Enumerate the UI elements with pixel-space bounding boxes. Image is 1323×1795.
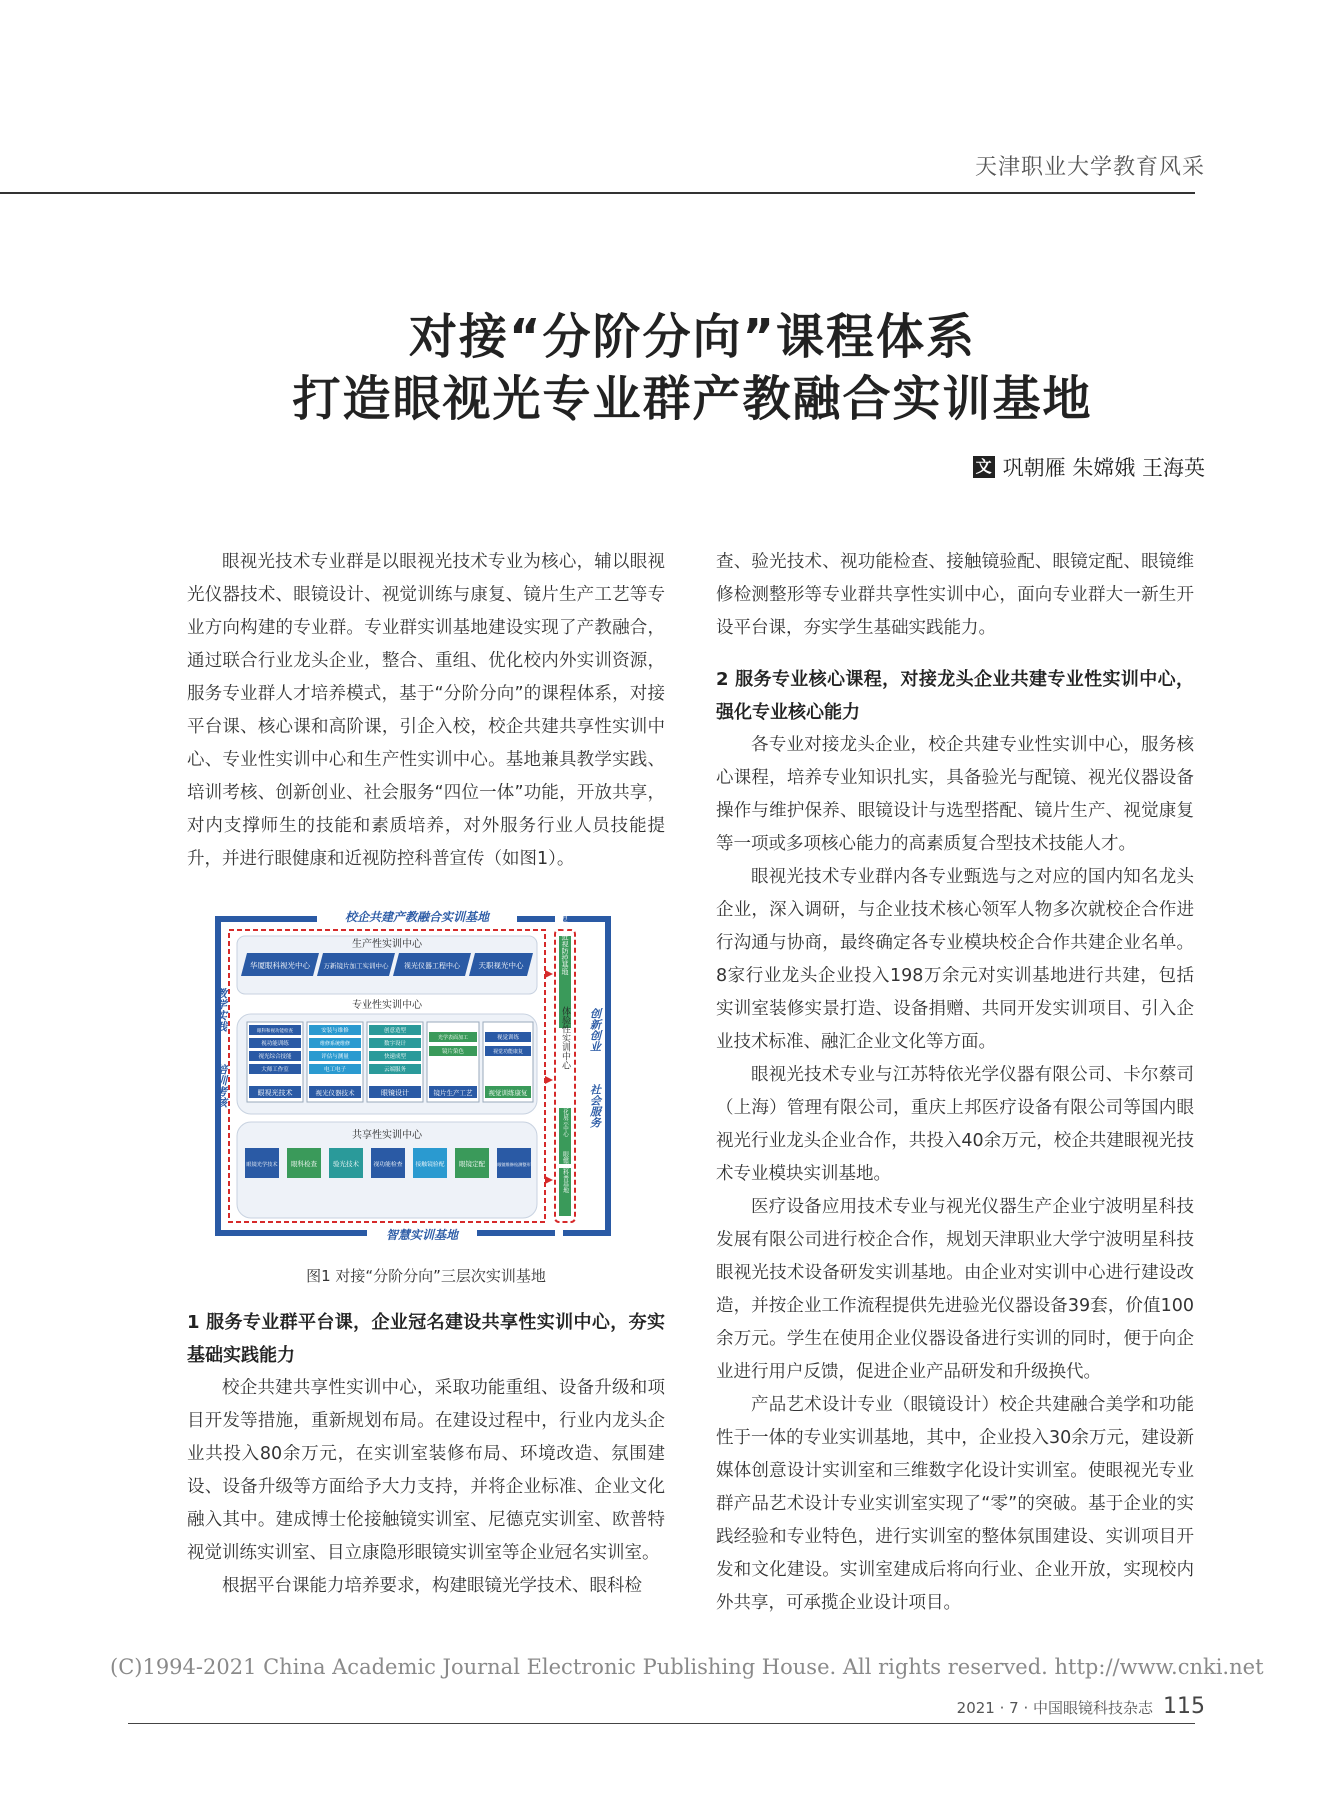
top-banner: 校企共建产教融合实训基地 — [344, 910, 490, 924]
group-3-item-4: 云端服务 — [383, 1067, 407, 1073]
group-2-item-1: 安装与维修 — [321, 1028, 349, 1034]
professional-group-4 — [427, 1022, 479, 1102]
professional-center-title: 专业性实训中心 — [352, 1000, 422, 1011]
arrow-right-icon — [545, 1176, 553, 1184]
shared-unit-6: 眼镜定配 — [459, 1160, 485, 1168]
group-2-item-3: 评估与测量 — [321, 1054, 349, 1060]
arrow-right-icon — [545, 970, 553, 978]
professional-group-3 — [367, 1022, 423, 1102]
title-line-1: 对接“分阶分向”课程体系 — [408, 309, 977, 365]
right-side-label-1: 创新创业 — [588, 1008, 602, 1052]
figure-diagram — [207, 908, 662, 1254]
authors-names: 巩朝雁 朱嫦娥 王海英 — [1002, 456, 1205, 480]
shared-center-title: 共享性实训中心 — [352, 1130, 422, 1141]
figure-1 — [207, 908, 662, 1254]
intro-paragraph: 眼视光技术专业群是以眼视光技术专业为核心，辅以眼视光仪器技术、眼镜设计、视觉训练与康复、镜片生产工艺等专业方向构建的专业群。专业群实训基地建设实现了产教融合，通过联合行业龙头企业，整合、重组、优化校内外实训资源，服务专业群人才培养模式，基于“分阶分向”的课程体系，对接平台课、核心课和高阶课，引企入校，校企共建共享性实训中心、专业性实训中心和生产性实训中心。基地兼具教学实践、培训考核、创新创业、社会服务“四位一体”功能，开放共享，对内支撑师生的技能和素质培养，对外服务行业人员技能提升，并进行眼健康和近视防控科普宣传（如图1）。 — [187, 552, 665, 869]
group-3-item-1: 创意造型 — [383, 1028, 407, 1034]
frame-bottom-right-bar — [563, 1230, 611, 1236]
production-unit-3: 视光仪器工程中心 — [404, 962, 460, 970]
author-badge-icon: 文 — [973, 456, 995, 478]
vertical-label-4: 眼健康科普基地 — [561, 1151, 569, 1193]
arrow-right-icon — [545, 1076, 553, 1084]
left-side-label-1: 教学实践 — [214, 988, 228, 1032]
section-2-paragraph-3: 眼视光技术专业与江苏特依光学仪器有限公司、卡尔蔡司（上海）管理有限公司，重庆上邦医疗设备有限公司等国内眼视光行业龙头企业合作，共投入40余万元，校企共建眼视光技术专业模块实训基地。 — [716, 1065, 1194, 1184]
group-2-item-2: 维修系统维修 — [319, 1041, 351, 1047]
professional-group-1 — [247, 1022, 303, 1102]
group-5-item-1: 视觉训练 — [496, 1035, 520, 1041]
shared-unit-3: 验光技术 — [333, 1160, 359, 1168]
professional-group-2 — [307, 1022, 363, 1102]
shared-units — [245, 1148, 532, 1178]
section-1-heading: 1 服务专业群平台课，企业冠名建设共享性实训中心，夯实基础实践能力 — [187, 1312, 665, 1366]
section-2-paragraph-4: 医疗设备应用技术专业与视光仪器生产企业宁波明星科技发展有限公司进行校企合作，规划天津职业大学宁波明星科技眼视光技术设备研发实训基地。由企业对实训中心进行建设改造，并按企业工作流程提供先进验光仪器设备39套，价值100余万元。学生在使用企业仪器设备进行实训的同时，便于向企业进行用户反馈，促进企业产品研发和升级换代。 — [716, 1197, 1194, 1382]
production-unit-2: 万新镜片加工实训中心 — [323, 962, 389, 970]
group-2-item-4: 电工电子 — [323, 1067, 347, 1073]
left-column — [187, 546, 665, 1603]
section-1-paragraph-2-cont: 查、验光技术、视功能检查、接触镜验配、眼镜定配、眼镜维修检测整形等专业群共享性实训中心，面向专业群大一新生开设平台课，夯实学生基础实践能力。 — [716, 552, 1194, 638]
group-4-label: 镜片生产工艺 — [433, 1089, 473, 1097]
section-2-paragraph-1: 各专业对接龙头企业，校企共建专业性实训中心，服务核心课程，培养专业知识扎实，具备验光与配镜、视光仪器设备操作与维护保养、眼镜设计与选型搭配、镜片生产、视觉康复等一项或多项核心能力的高素质复合型技术技能人才。 — [716, 735, 1194, 854]
vertical-label-1: 青少年近视防控基地 — [561, 912, 569, 976]
section-1-paragraph-1: 校企共建共享性实训中心，采取功能重组、设备升级和项目开发等措施，重新规划布局。在建设过程中，行业内龙头企业共投入80余万元，在实训室装修布局、环境改造、氛围建设、设备升级等方面给予大力支持，并将企业标准、企业文化融入其中。建成博士伦接触镜实训室、尼德克实训室、欧普特视觉训练实训室、目立康隐形眼镜实训室等企业冠名实训室。 — [187, 1378, 665, 1563]
section-2-paragraph-5: 产品艺术设计专业（眼镜设计）校企共建融合美学和功能性于一体的专业实训基地，其中，企业投入30余万元，建设新媒体创意设计实训室和三维数字化设计实训室。使眼视光专业群产品艺术设计专业实训室实现了“零”的突破。基于企业的实践经验和专业特色，进行实训室的整体氛围建设、实训项目开发和文化建设。实训室建成后将向行业、企业开放，实现校内外共享，可承揽企业设计项目。 — [716, 1395, 1194, 1613]
professional-group-5 — [483, 1022, 533, 1102]
right-side-label-2: 社会服务 — [588, 1084, 602, 1128]
group-3-label: 眼镜设计 — [381, 1089, 409, 1097]
footer-issue: 2021 · 7 · 中国眼镜科技杂志 — [956, 1699, 1153, 1717]
vertical-label-3: 眼视光文化展示中心 — [562, 1087, 568, 1137]
shared-unit-5: 接触镜验配 — [415, 1162, 445, 1168]
group-5-label: 视觉训练康复 — [488, 1089, 528, 1097]
production-unit-4: 天职视光中心 — [478, 961, 524, 970]
section-2-paragraph-2: 眼视光技术专业群内各专业甄选与之对应的国内知名龙头企业，深入调研，与企业技术核心领军人物多次就校企合作进行沟通与协商，最终确定各专业模块校企合作共建企业名单。8家行业龙头企业投入198万余元对实训基地进行共建，包括实训室装修实景打造、设备捐赠、共同开发实训项目、引入企业技术标准、融汇企业文化等方面。 — [716, 867, 1194, 1052]
left-side-label-2: 培训考核 — [214, 1064, 228, 1108]
cnki-watermark: (C)1994-2021 China Academic Journal Electronic Publishing House. All rights reserved. http://www.cnki.net — [110, 1655, 1264, 1679]
production-unit-1: 华厦眼科视光中心 — [250, 961, 310, 970]
group-3-item-2: 数字设计 — [383, 1041, 407, 1047]
group-4-item-1: 光学表面加工 — [437, 1035, 469, 1041]
group-1-label: 眼视光技术 — [257, 1089, 293, 1097]
shared-unit-2: 眼科检查 — [291, 1160, 317, 1168]
group-1-item-3: 视光综合技能 — [258, 1054, 292, 1060]
author-byline — [973, 452, 1205, 482]
shared-unit-1: 眼镜光学技术 — [246, 1162, 278, 1168]
section-1-paragraph-2-start: 根据平台课能力培养要求，构建眼镜光学技术、眼科检 — [222, 1576, 642, 1596]
frame-top-right-bar — [563, 916, 611, 922]
frame-right-bar — [605, 916, 611, 1236]
shared-unit-4: 视功能检查 — [373, 1162, 403, 1168]
header-rule — [0, 192, 1195, 194]
section-2-heading: 2 服务专业核心课程，对接龙头企业共建专业性实训中心，强化专业核心能力 — [716, 669, 1194, 723]
figure-caption: 图1 对接“分阶分向”三层次实训基地 — [306, 1267, 546, 1285]
vertical-label-2: 体验性实训中心 — [560, 1006, 570, 1070]
journal-section-header: 天津职业大学教育风采 — [974, 155, 1205, 180]
right-column — [716, 546, 1194, 1620]
bottom-banner: 智慧实训基地 — [385, 1228, 459, 1242]
group-2-label: 视光仪器技术 — [315, 1089, 355, 1097]
page-number: 115 — [1163, 1694, 1205, 1719]
group-1-item-2: 视功能训练 — [261, 1041, 289, 1047]
footer-rule — [128, 1723, 1195, 1724]
group-1-item-1: 眼科和视功能检查 — [257, 1029, 293, 1034]
group-3-item-3: 快速成型 — [383, 1054, 407, 1060]
group-5-item-2: 视觉功能康复 — [492, 1049, 524, 1055]
production-center-title: 生产性实训中心 — [352, 939, 422, 950]
shared-unit-7: 眼镜维修检测整形 — [497, 1162, 531, 1167]
group-1-item-4: 大师工作室 — [261, 1067, 289, 1073]
group-4-item-2: 镜片染色 — [441, 1049, 465, 1055]
article-title — [0, 306, 1323, 430]
title-line-2: 打造眼视光专业群产教融合实训基地 — [292, 371, 1093, 427]
page-footer — [957, 1694, 1205, 1719]
